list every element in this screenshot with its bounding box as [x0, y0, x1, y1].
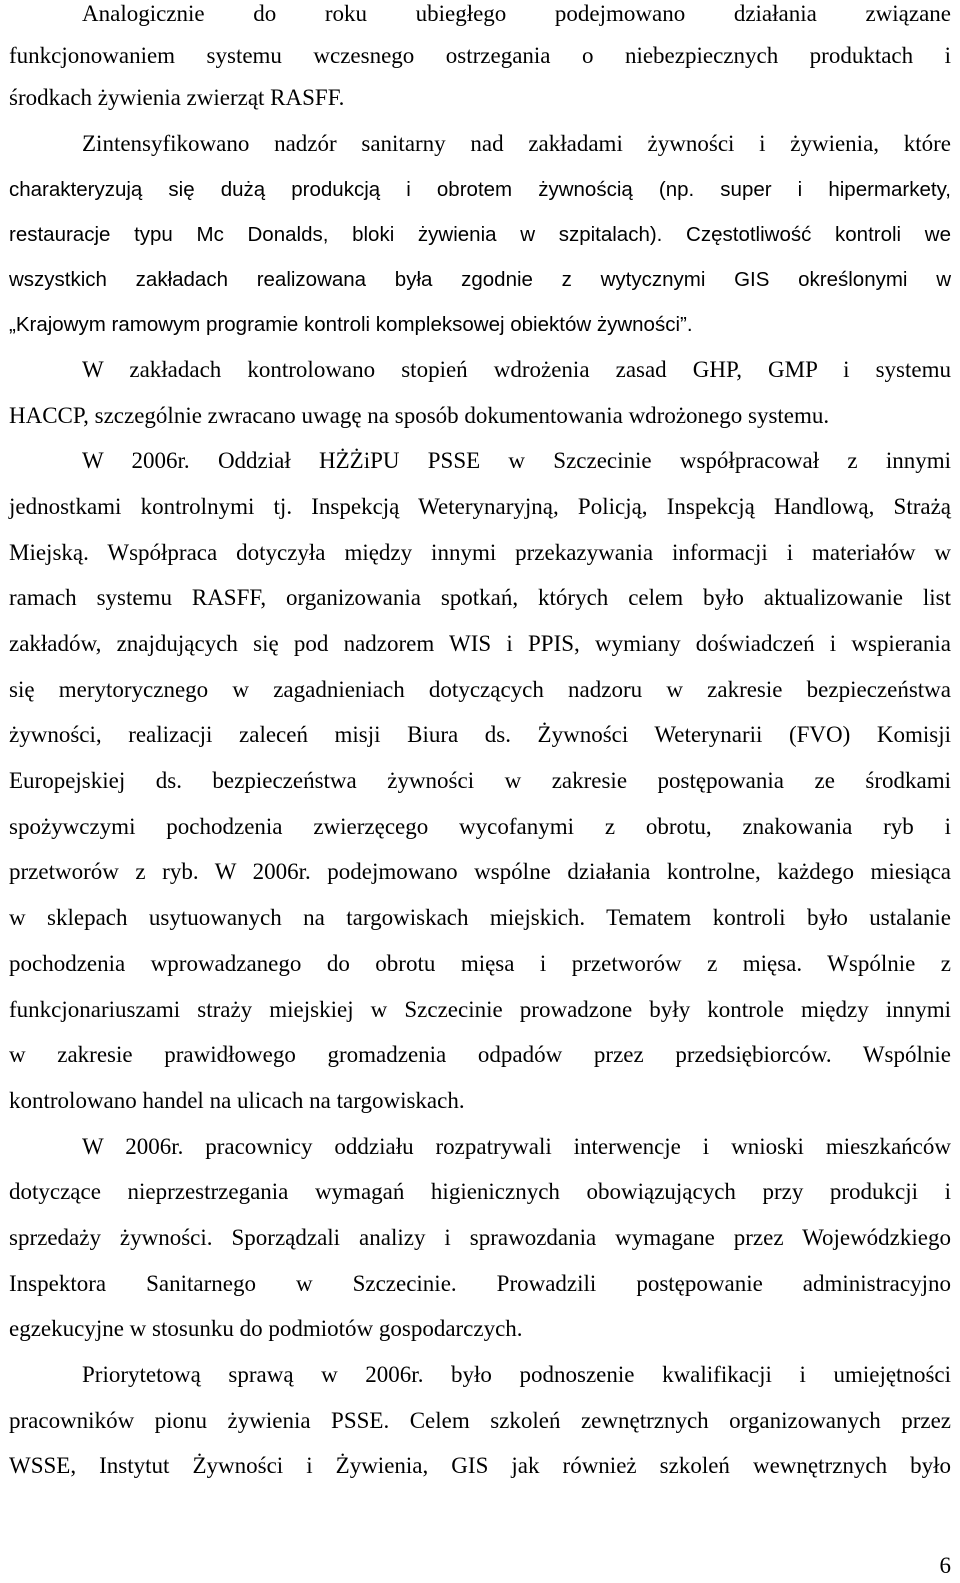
- text-line: przetworów z ryb. W 2006r. podejmowano wspólne działania kontrolne, każdego miesiąca: [9, 859, 951, 884]
- text-line: spożywczymi pochodzenia zwierzęcego wycofanymi z obrotu, znakowania ryb i: [9, 814, 951, 839]
- text-line: funkcjonowaniem systemu wczesnego ostrzegania o niebezpiecznych produktach i: [9, 43, 951, 68]
- text-line: WSSE, Instytut Żywności i Żywienia, GIS jak również szkoleń wewnętrznych było: [9, 1453, 951, 1478]
- text-line: funkcjonariuszami straży miejskiej w Szczecinie prowadzone były kontrole między innymi: [9, 997, 951, 1022]
- page-number: 6: [939, 1553, 951, 1578]
- text-line: żywności, realizacji zaleceń misji Biura ds. Żywności Weterynarii (FVO) Komisji: [9, 722, 951, 747]
- text-line: Miejską. Współpraca dotyczyła między innymi przekazywania informacji i materiałów w: [9, 540, 951, 565]
- text-line: sprzedaży żywności. Sporządzali analizy i sprawozdania wymagane przez Wojewódzkiego: [9, 1225, 951, 1250]
- text-line: W 2006r. Oddział HŻŻiPU PSSE w Szczecinie współpracował z innymi: [82, 448, 951, 473]
- text-line: wszystkich zakładach realizowana była zgodnie z wytycznymi GIS określonymi w: [9, 268, 951, 291]
- text-line: „Krajowym ramowym programie kontroli kompleksowej obiektów żywności”.: [9, 313, 693, 336]
- text-line: Zintensyfikowano nadzór sanitarny nad zakładami żywności i żywienia, które: [82, 131, 951, 156]
- text-line: kontrolowano handel na ulicach na targowiskach.: [9, 1088, 465, 1113]
- text-line: restauracje typu Mc Donalds, bloki żywienia w szpitalach). Częstotliwość kontroli we: [9, 223, 951, 246]
- text-line: pochodzenia wprowadzanego do obrotu mięsa i przetworów z mięsa. Wspólnie z: [9, 951, 951, 976]
- text-line: W zakładach kontrolowano stopień wdrożenia zasad GHP, GMP i systemu: [82, 357, 951, 382]
- text-line: Analogicznie do roku ubiegłego podejmowano działania związane: [82, 1, 951, 26]
- text-line: HACCP, szczególnie zwracano uwagę na sposób dokumentowania wdrożonego systemu.: [9, 403, 830, 428]
- text-line: dotyczące nieprzestrzegania wymagań higienicznych obowiązujących przy produkcji i: [9, 1179, 951, 1204]
- text-line: w sklepach usytuowanych na targowiskach miejskich. Tematem kontroli było ustalanie: [9, 905, 951, 930]
- text-line: Priorytetową sprawą w 2006r. było podnoszenie kwalifikacji i umiejętności: [82, 1362, 951, 1387]
- text-line: ramach systemu RASFF, organizowania spotkań, których celem było aktualizowanie list: [9, 585, 951, 610]
- text-line: egzekucyjne w stosunku do podmiotów gospodarczych.: [9, 1316, 523, 1341]
- text-line: jednostkami kontrolnymi tj. Inspekcją Weterynaryjną, Policją, Inspekcją Handlową, Strażą: [9, 494, 951, 519]
- text-line: charakteryzują się dużą produkcją i obrotem żywnością (np. super i hipermarkety,: [9, 178, 951, 201]
- text-line: zakładów, znajdujących się pod nadzorem WIS i PPIS, wymiany doświadczeń i wspierania: [9, 631, 951, 656]
- text-line: Inspektora Sanitarnego w Szczecinie. Prowadzili postępowanie administracyjno: [9, 1271, 951, 1296]
- text-line: pracowników pionu żywienia PSSE. Celem szkoleń zewnętrznych organizowanych przez: [9, 1408, 951, 1433]
- text-line: W 2006r. pracownicy oddziału rozpatrywali interwencje i wnioski mieszkańców: [82, 1134, 951, 1159]
- text-line: w zakresie prawidłowego gromadzenia odpadów przez przedsiębiorców. Wspólnie: [9, 1042, 951, 1067]
- text-line: środkach żywienia zwierząt RASFF.: [9, 85, 345, 110]
- text-line: się merytorycznego w zagadnieniach dotyczących nadzoru w zakresie bezpieczeństwa: [9, 677, 951, 702]
- text-line: Europejskiej ds. bezpieczeństwa żywności w zakresie postępowania ze środkami: [9, 768, 951, 793]
